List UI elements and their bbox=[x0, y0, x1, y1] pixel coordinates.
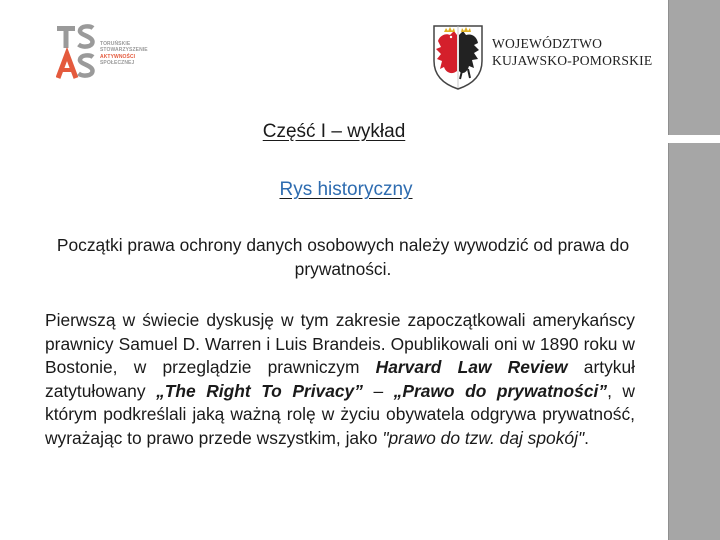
tsas-line-3: AKTYWNOŚCI bbox=[100, 53, 136, 60]
body-text-4: , w którym podkreślali jaką ważną rolę w życiu obywatela odgrywa prywatność, wyrażając to prawo przede wszystkim, jako bbox=[45, 380, 635, 448]
right-sidebar-bar bbox=[668, 0, 720, 540]
body-text-3: – bbox=[362, 380, 394, 401]
tsas-logo bbox=[56, 22, 156, 84]
tsas-line-1: TORUŃSKIE bbox=[100, 41, 131, 47]
privacy-quote: "prawo do tzw. daj spokój" bbox=[382, 427, 585, 448]
wojewodztwo-logo bbox=[430, 19, 653, 92]
eagle-griffin-crest-icon bbox=[430, 21, 486, 91]
tsas-line-2: STOWARZYSZENIE bbox=[100, 47, 148, 54]
article-title-pl: „Prawo do prywatności” bbox=[393, 380, 608, 401]
sidebar-edge-line bbox=[668, 0, 669, 540]
slide-title-text: Część I – wykład bbox=[262, 121, 406, 142]
wojewodztwo-text bbox=[492, 35, 652, 69]
article-title-en: „The Right To Privacy” bbox=[156, 380, 363, 401]
tsas-line-4: SPOŁECZNEJ bbox=[100, 60, 135, 67]
body-paragraph bbox=[45, 309, 635, 451]
journal-name: Harvard Law Review bbox=[375, 357, 568, 378]
tsas-logo-text bbox=[100, 41, 148, 67]
body-text-2: artykuł zatytułowany bbox=[45, 357, 635, 401]
intro-paragraph: Początki prawa ochrony danych osobowych należy wywodzić od prawa do prywatności. bbox=[56, 235, 630, 279]
slide-subtitle bbox=[12, 179, 680, 201]
body-text-1: Pierwszą w świecie dyskusję w tym zakresie zapoczątkowali amerykańscy prawnicy Samuel D. Warren i Luis Brandeis. Opublikowali oni w 1890 roku w Bostonie, w przeglądzie prawniczym bbox=[45, 310, 635, 378]
body-text-5: . bbox=[584, 427, 589, 448]
tsas-letters-logo-icon bbox=[56, 22, 100, 82]
sidebar-white-tab bbox=[668, 135, 720, 143]
slide-title bbox=[0, 121, 668, 143]
slide-subtitle-text: Rys historyczny bbox=[279, 179, 413, 200]
wojewodztwo-line-2: KUJAWSKO-POMORSKIE bbox=[492, 53, 653, 68]
wojewodztwo-line-1: WOJEWÓDZTWO bbox=[492, 36, 603, 51]
